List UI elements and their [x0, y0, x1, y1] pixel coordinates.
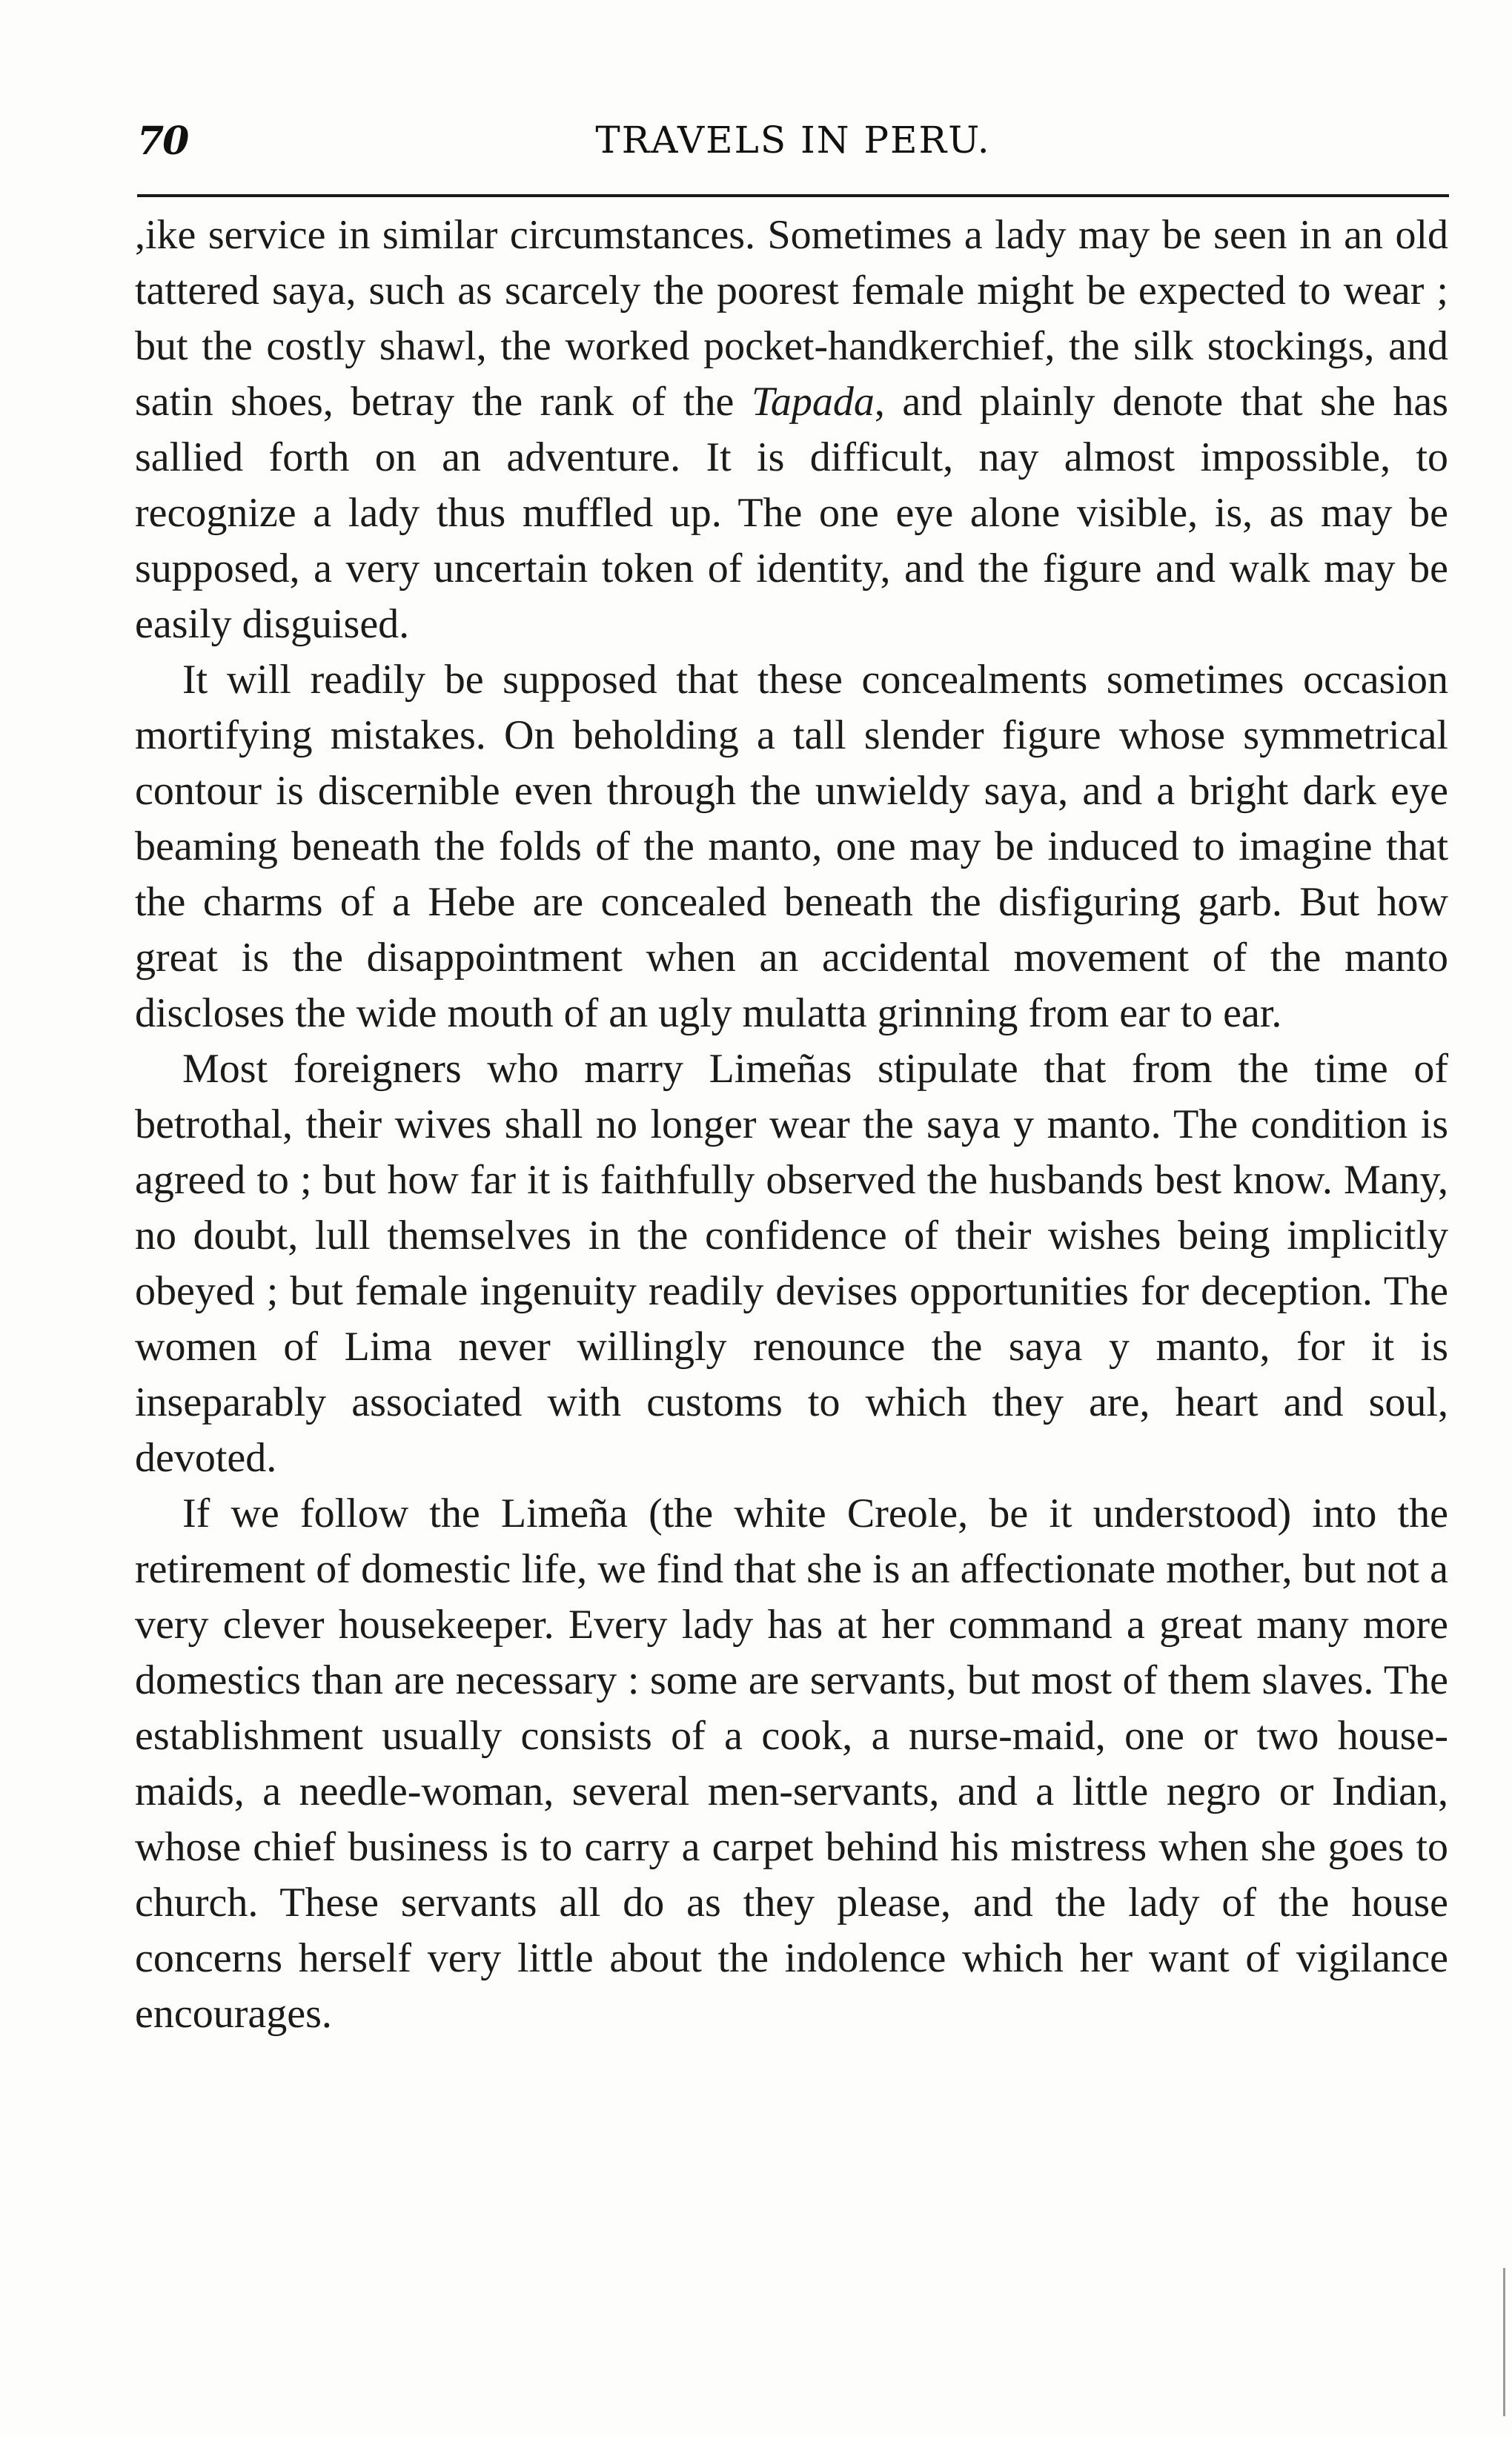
page-header [137, 119, 1449, 178]
paragraph-4-text: If we follow the Limeña (the white Creole, be it understood) into the retirement of domestic life, we find that she is an affectionate mother, but not a very clever housekeeper. Every lady has at her command a great many more domestics than are necessary : some are servants, but most of them slaves. The establishment usually consists of a cook, a nurse-maid, one or two house-maids, a needle-woman, several men-servants, and a little negro or Indian, whose chief business is to carry a carpet behind his mistress when she goes to church. These servants all do as they please, and the lady of the house concerns herself very little about the indolence which her want of vigilance encourages. [135, 1491, 1448, 2037]
paragraph-3-text: Most foreigners who marry Limeñas stipulate that from the time of betrothal, their wives shall no longer wear the saya y manto. The condition is agreed to ; but how far it is faithfully observed the husbands best know. Many, no doubt, lull themselves in the confidence of their wishes being implicitly obeyed ; but female ingenuity readily devises opportunities for deception. The women of Lima never willingly renounce the saya y manto, for it is inseparably associated with customs to which they are, heart and soul, devoted. [135, 1046, 1448, 1481]
running-head: TRAVELS IN PERU. [595, 119, 991, 162]
paragraph-2 [135, 652, 1448, 1041]
paragraph-1-text-continued: , and plainly denote that she has sallied forth on an adventure. It is difficult, nay almost impossible, to recognize a lady thus muffled up. The one eye alone visible, is, as may be supposed, a very uncertain token of identity, and the figure and walk may be easily disguised. [135, 379, 1448, 647]
paragraph-1 [135, 208, 1448, 652]
paragraph-4 [135, 1486, 1448, 2042]
paragraph-1-italic-term: Tapada [751, 379, 875, 425]
paragraph-3 [135, 1041, 1448, 1486]
page-number: 70 [137, 119, 188, 164]
body-text [135, 208, 1448, 2042]
paragraph-2-text: It will readily be supposed that these concealments sometimes occasion mortifying mistakes. On beholding a tall slender figure whose symmetrical contour is discernible even through the unwieldy saya, and a bright dark eye beaming beneath the folds of the manto, one may be induced to imagine that the charms of a Hebe are concealed beneath the disfiguring garb. But how great is the disappointment when an accidental movement of the manto discloses the wide mouth of an ugly mulatta grinning from ear to ear. [135, 657, 1448, 1036]
paragraph-1-text: ,ike service in similar circumstances. Sometimes a lady may be seen in an old tattered saya, such as scarcely the poorest female might be expected to wear ; but the costly shawl, the worked pocket-handkerchief, the silk stockings, and satin shoes, betray the rank of the [135, 212, 1448, 425]
header-rule [137, 194, 1449, 197]
page-edge-mark [1503, 2268, 1505, 2416]
